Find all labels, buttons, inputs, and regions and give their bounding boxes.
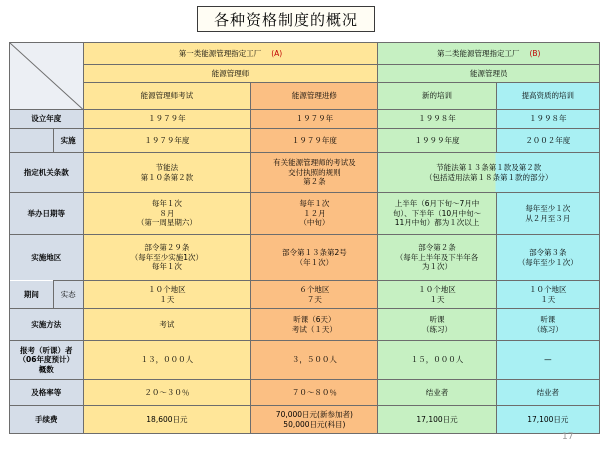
cell: 结业者 [378,380,496,406]
cell: 每年１次 １２月 （中旬） [251,193,378,235]
role1-header: 能源管理师 [83,65,378,83]
cell: 每年１次 ８月 （第一周星期六） [83,193,251,235]
row-label-period: 期间 [10,281,54,309]
cell: 节能法第１３条第１款及第２款 （包括适用法第１８条第１款的部分） [378,153,600,193]
cell: 部令第２９条 （每年至少实施1次） 每年１次 [83,235,251,281]
cell: ６个地区 ７天 [251,281,378,309]
cell: ２０～３０％ [83,380,251,406]
class1-label: 第一类能源管理指定工厂 [178,48,262,58]
cell: ３，５００人 [251,341,378,380]
page-title [197,6,375,32]
cell: 部令第２条 （每年上半年及下半年各 为１次） [378,235,496,281]
cell: １９７９年 [251,110,378,129]
cell: 节能法 第１０条第２款 [83,153,251,193]
cell: ７０～８０％ [251,380,378,406]
cell: 结业者 [496,380,599,406]
row-label-impl: 实施 [53,129,83,153]
cell: １３，０００人 [83,341,251,380]
cell: 听课（6天） 考试（１天） [251,309,378,341]
row-label-region: 实施地区 [10,235,84,281]
diagonal-line [10,43,83,109]
class1-header [83,43,378,65]
cell: 听课 （练习） [496,309,599,341]
class2-label: 第二类能源管理指定工厂 [436,48,520,58]
class1-tag: (A) [271,48,283,58]
col-upgrade-header: 提高资质的培训 [496,83,599,110]
row-label-pass: 及格率等 [10,380,84,406]
class2-tag: (B) [529,48,541,58]
cell: ２００２年度 [496,129,599,153]
row-label-year: 设立年度 [10,110,84,129]
cell: １９７９年度 [83,129,251,153]
cell: 考试 [83,309,251,341]
row-label-date: 举办日期等 [10,193,84,235]
cell: １９９８年 [496,110,599,129]
cell: １９７９年 [83,110,251,129]
cell: １０个地区 １天 [378,281,496,309]
row-label-blank [10,129,54,153]
cell: １９９９年度 [378,129,496,153]
cell: １９９８年 [378,110,496,129]
cell: １０个地区 １天 [496,281,599,309]
page-title-text: 各种资格制度的概况 [213,10,358,29]
cell: 17,100日元 [496,406,599,434]
row-label-method: 实施方法 [10,309,84,341]
cell: 17,100日元 [378,406,496,434]
cell: 18,600日元 [83,406,251,434]
cell: 听课 （练习） [378,309,496,341]
role2-header: 能源管理员 [378,65,600,83]
row-label-count: 报考（听课）者 （06年度预计） 概数 [10,341,84,380]
cell: 有关能源管理师的考试及 交付执照的规则 第２条 [251,153,378,193]
class2-header [378,43,600,65]
col-exam-header: 能源管理师考试 [83,83,251,110]
page-number: 17 [562,432,574,442]
cell: 上半年（6月下旬～7月中 旬）、下半年（10月中旬～ 11月中旬）都为１次以上 [378,193,496,235]
cell: 部令第１３条第2号 （年１次） [251,235,378,281]
cell: — [496,341,599,380]
col-newtraining-header: 新的培训 [378,83,496,110]
cell: １５，０００人 [378,341,496,380]
cell: 70,000日元(新参加者) 50,000日元(科目) [251,406,378,434]
row-label-fee: 手续费 [10,406,84,434]
qualification-table [9,42,600,434]
cell: 部令第３条 （每年至少１次） [496,235,599,281]
cell: １９７９年度 [251,129,378,153]
col-training-header: 能源管理进修 [251,83,378,110]
cell: １０个地区 １天 [83,281,251,309]
row-label-actual: 实态 [53,281,83,309]
row-label-law: 指定机关条款 [10,153,84,193]
corner-cell [10,43,84,110]
cell: 每年至少１次 从２月至３月 [496,193,599,235]
